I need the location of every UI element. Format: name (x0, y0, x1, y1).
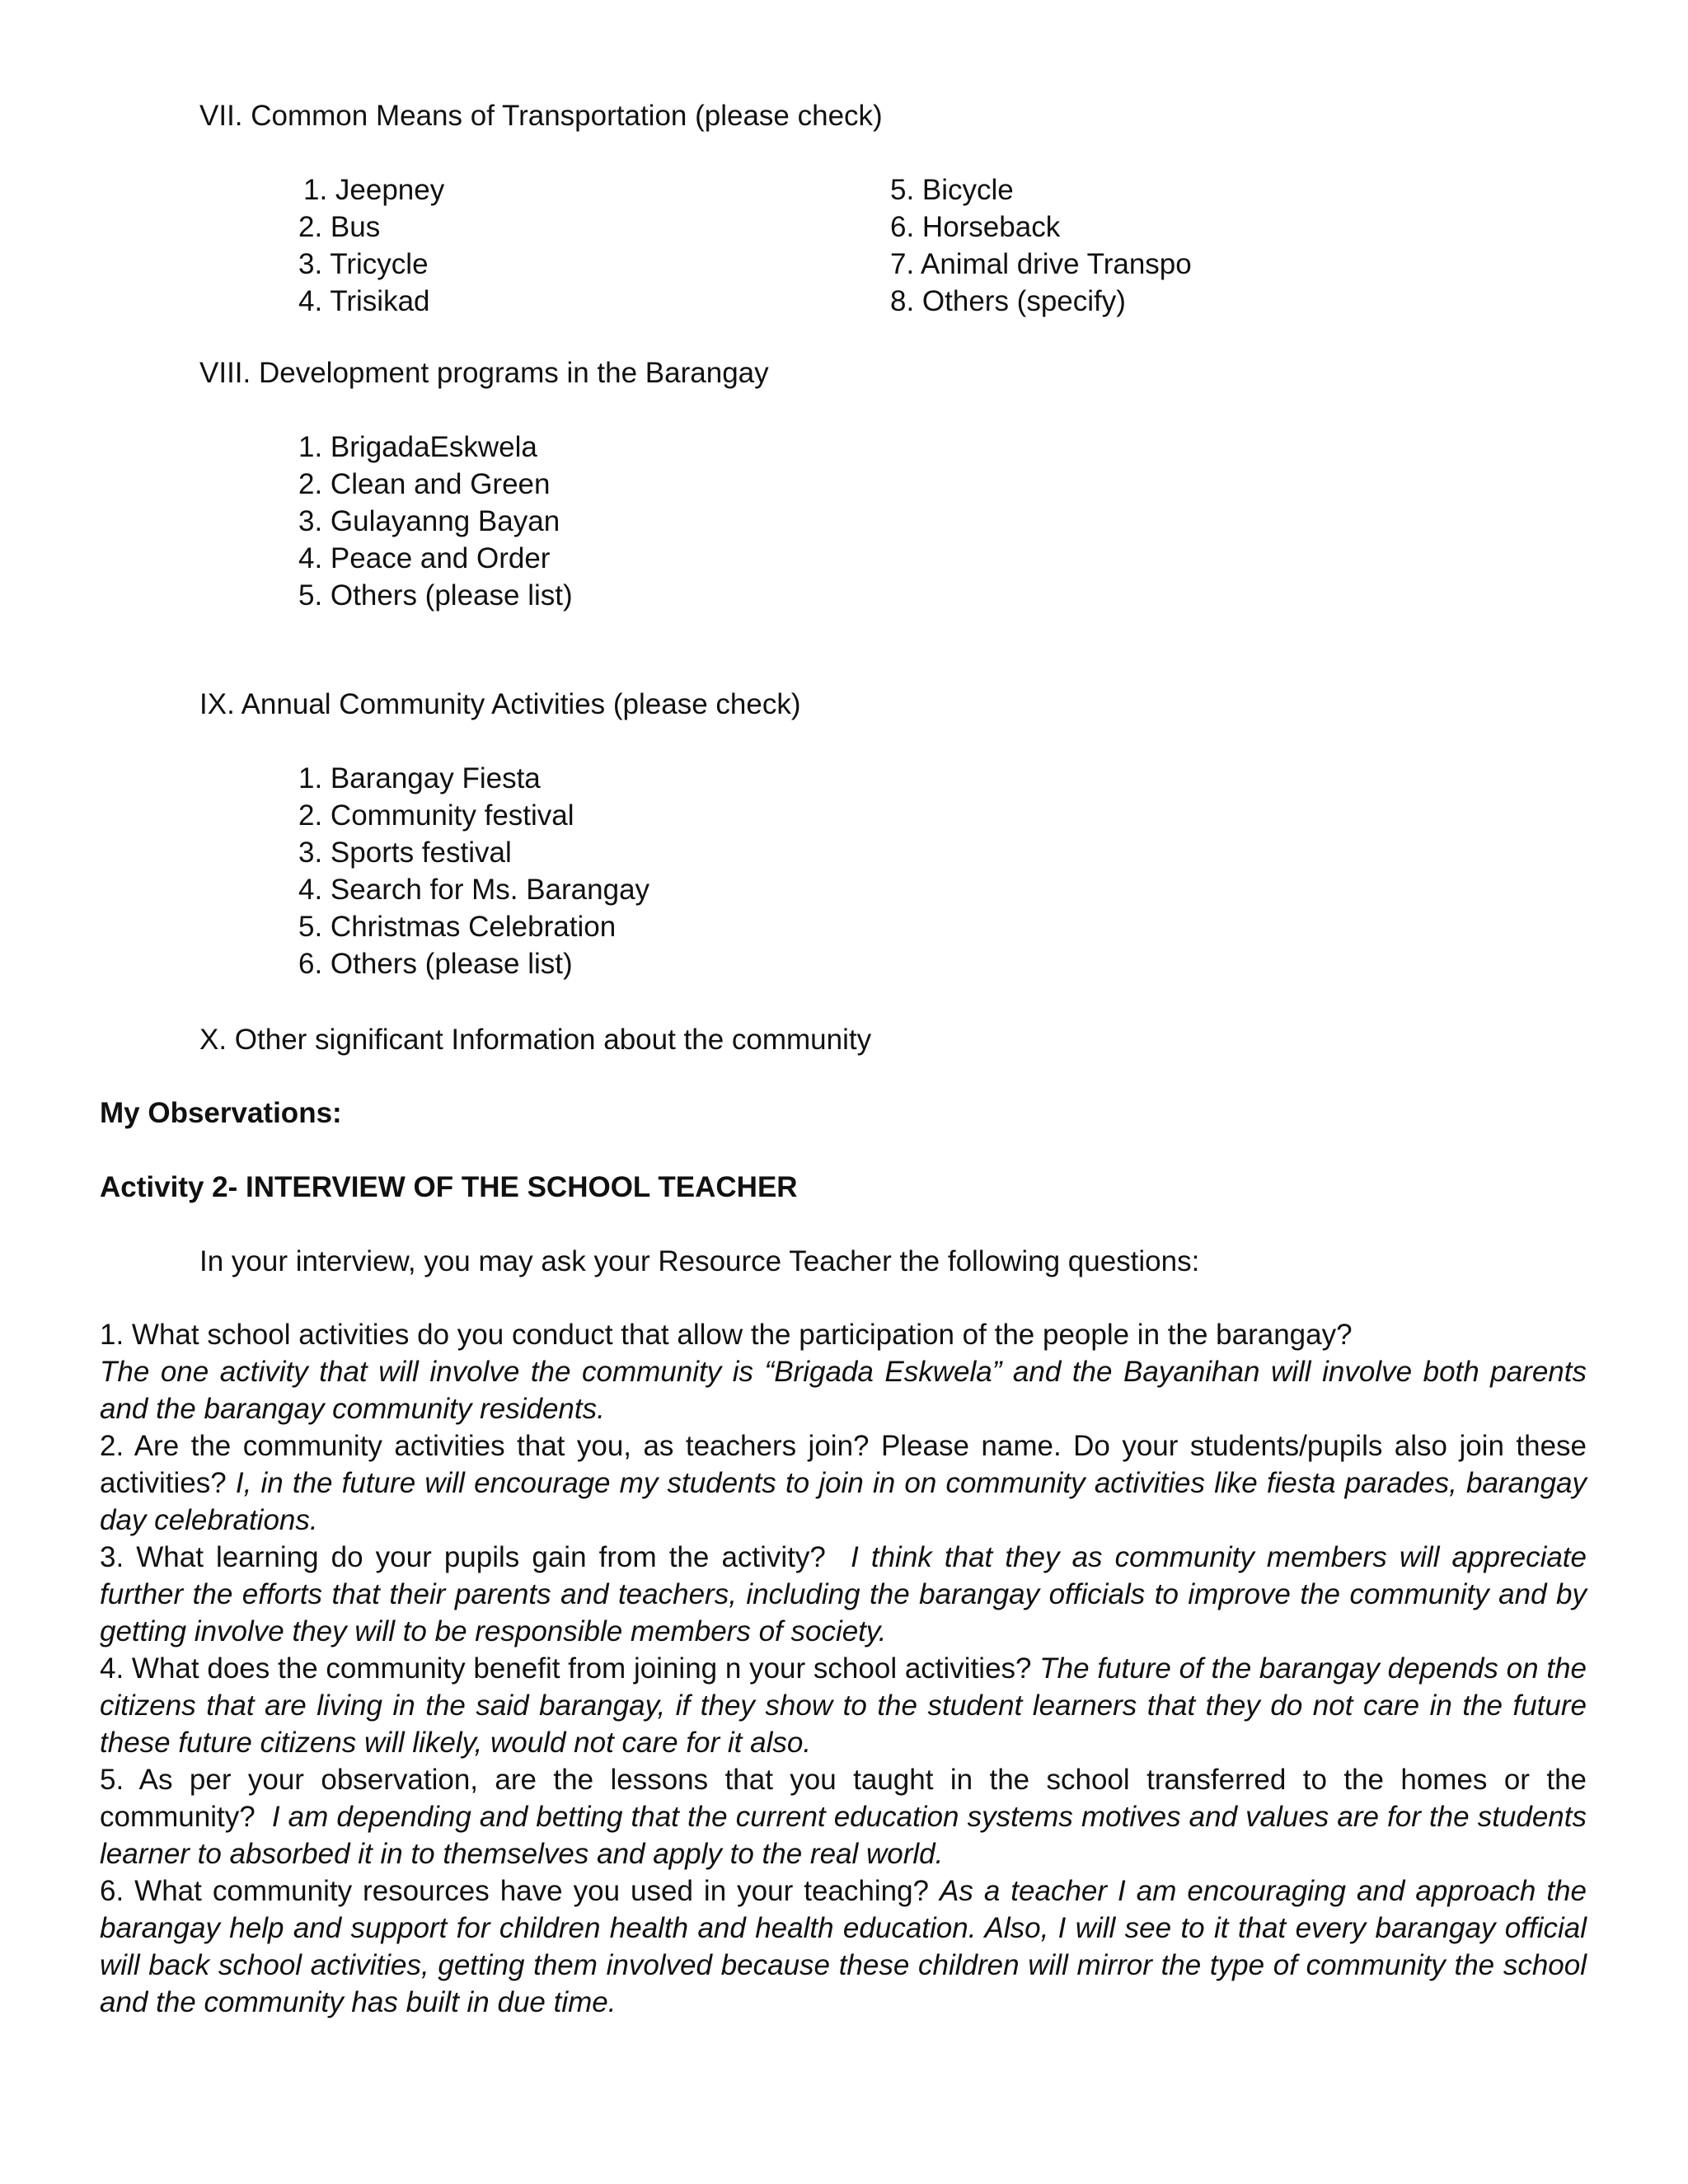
qa-item-3 (100, 1539, 1587, 1650)
list-item: 7. Animal drive Transpo (890, 248, 1192, 280)
qa-item-1 (100, 1316, 1587, 1427)
activity2-intro: In your interview, you may ask your Resource Teacher the following questions: (199, 1245, 1200, 1277)
qa-item-4 (100, 1650, 1587, 1761)
list-item: 6. Others (please list) (298, 948, 573, 980)
question-text: 4. What does the community benefit from joining n your school activities? (100, 1652, 1032, 1685)
activity2-heading: Activity 2- INTERVIEW OF THE SCHOOL TEACHER (100, 1171, 798, 1203)
transportation-heading: VII. Common Means of Transportation (please check) (199, 100, 883, 132)
list-item: 4. Peace and Order (298, 542, 551, 574)
list-item: 1. Barangay Fiesta (298, 762, 541, 794)
list-item: 1. Jeepney (303, 174, 445, 206)
answer-text: The one activity that will involve the community is “Brigada Eskwela” and the Bayanihan will involve both parents and the barangay community residents. (100, 1356, 1587, 1425)
activities-list (298, 760, 649, 982)
list-item: 2. Bus (298, 211, 381, 243)
list-item: 6. Horseback (890, 211, 1061, 243)
transportation-list-right (890, 171, 1192, 320)
development-heading: VIII. Development programs in the Barangay (199, 357, 769, 389)
answer-text: I am depending and betting that the current education systems motives and values are for the students learner to absorbed it in to themselves and apply to the real world. (100, 1801, 1587, 1870)
list-item: 3. Gulayanng Bayan (298, 505, 560, 537)
list-item: 3. Tricycle (298, 248, 429, 280)
question-text: 1. What school activities do you conduct that allow the participation of the people in the barangay? (100, 1319, 1353, 1351)
answer-text: As a teacher I am encouraging and approach the barangay help and support for children health and health education. Also, I will see to it that every barangay official will back school activities, getting them involved because these children will mirror the type of community the school and the community has built in due time. (100, 1875, 1587, 2018)
qa-item-2 (100, 1427, 1587, 1539)
observations-heading: My Observations: (100, 1097, 342, 1129)
question-text: 6. What community resources have you used in your teaching? (100, 1875, 930, 1907)
list-item: 4. Trisikad (298, 285, 430, 317)
list-item: 5. Others (please list) (298, 579, 573, 612)
list-item: 3. Sports festival (298, 837, 512, 869)
qa-item-5 (100, 1761, 1587, 1872)
interview-qa-list (100, 1316, 1587, 2021)
list-item: 5. Bicycle (890, 174, 1014, 206)
development-list (298, 429, 573, 614)
answer-text: I think that they as community members will appreciate further the efforts that their parents and teachers, including the barangay officials to improve the community and by getting involve they will to be responsible members of society. (100, 1541, 1587, 1647)
other-info-heading: X. Other significant Information about the community (199, 1024, 872, 1056)
transportation-list-left (298, 171, 444, 320)
qa-item-6 (100, 1872, 1587, 2021)
question-text: 2. Are the community activities that you, as teachers join? Please name. Do your students/pupils also join these activities? (100, 1430, 1587, 1499)
question-text: 3. What learning do your pupils gain from the activity? (100, 1541, 826, 1573)
answer-text: The future of the barangay depends on the citizens that are living in the said barangay, if they show to the student learners that they do not care in the future these future citizens will likely, would not care for it also. (100, 1652, 1587, 1759)
question-text: 5. As per your observation, are the lessons that you taught in the school transferred to the homes or the community? (100, 1764, 1587, 1833)
answer-text: I, in the future will encourage my students to join in on community activities like fiesta parades, barangay day celebrations. (100, 1467, 1587, 1536)
list-item: 1. BrigadaEskwela (298, 431, 537, 463)
list-item: 5. Christmas Celebration (298, 911, 617, 943)
list-item: 8. Others (specify) (890, 285, 1126, 317)
list-item: 2. Community festival (298, 799, 574, 832)
list-item: 2. Clean and Green (298, 468, 551, 500)
list-item: 4. Search for Ms. Barangay (298, 874, 650, 906)
activities-heading: IX. Annual Community Activities (please check) (199, 688, 801, 720)
